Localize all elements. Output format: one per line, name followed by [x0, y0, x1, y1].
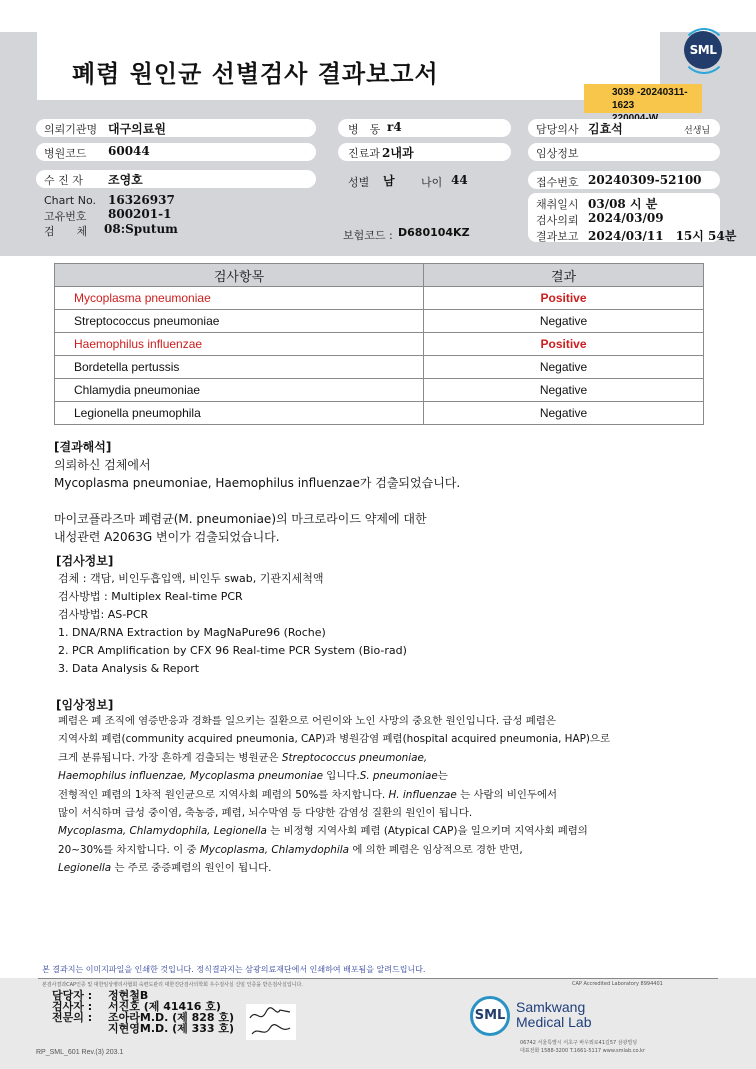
signature-icon [246, 1004, 296, 1040]
test-info-line: 3. Data Analysis & Report [58, 662, 200, 675]
patient-name-value: 조영호 [108, 173, 143, 187]
clinical-line: 20~30%를 차지합니다. 이 중 Mycoplasma, Chlamydophila 에 의한 폐렴은 임상적으로 경한 반면, [58, 843, 523, 856]
sml-footer-logo-icon: SML [470, 996, 510, 1036]
table-row [55, 356, 704, 379]
brand-line1: Samkwang [516, 999, 586, 1015]
clinical-info-body [58, 712, 610, 878]
table-header-row [55, 264, 704, 287]
ward-label: 병 동 [348, 123, 381, 136]
specimen-value: 08:Sputum [104, 222, 178, 236]
test-info-line: 2. PCR Amplification by CFX 96 Real-time PCR System (Bio-rad) [58, 644, 407, 657]
footer-cert-text: 본검사결과CAP인증 및 대한임상병리사협회 숙련도관리 대한진단검사의학회 우수검사실 신임 인증을 받은검사실입니다. [42, 982, 303, 988]
clinical-info-title: [임상정보] [56, 698, 114, 712]
result-value: Negative [424, 310, 704, 333]
signature-image [246, 1004, 296, 1040]
unique-no-label: 고유번호 [44, 210, 87, 223]
result-item-name: Bordetella pertussis [55, 356, 424, 379]
barcode-line1: 3039 -20240311-1623 [612, 87, 688, 111]
result-item-name: Legionella pneumophila [55, 402, 424, 425]
department-value: 2내과 [382, 146, 414, 160]
sex-value: 남 [383, 174, 395, 188]
interpretation-line1: 의뢰하신 검체에서 [54, 458, 151, 472]
result-item-name: Haemophilus influenzae [55, 333, 424, 356]
department-label: 진료과 [348, 147, 380, 160]
result-item-name: Mycoplasma pneumoniae [55, 287, 424, 310]
clinical-line: Haemophilus influenzae, Mycoplasma pneumoniae 입니다.S. pneumoniae는 [58, 770, 448, 783]
col-item-header: 검사항목 [55, 264, 424, 287]
interpretation-line3: 마이코플라즈마 폐렴균(M. pneumoniae)의 마크로라이드 약제에 대한 [54, 512, 427, 526]
result-value: Negative [424, 356, 704, 379]
footer-cap-text: CAP Accredited Laboratory 8994401 [572, 981, 663, 987]
sex-label: 성별 [348, 176, 370, 189]
clinical-line: 전형적인 폐렴의 1차적 원인균으로 지역사회 폐렴의 50%를 차지합니다. H. influenzae 는 사람의 비인두에서 [58, 788, 558, 801]
specimen-label: 검 체 [44, 225, 88, 238]
form-code: RP_SML_601 Rev.(3) 203.1 [36, 1049, 124, 1056]
doctor-value: 김효석 [588, 122, 623, 136]
receipt-no-value: 20240309-52100 [588, 173, 702, 187]
barcode-label [584, 84, 702, 113]
chart-no-value: 16326937 [108, 193, 175, 207]
footer-address: 06742 서울특별시 서초구 바우뫼로41길57 삼광빌딩 [520, 1040, 638, 1046]
report-value: 2024/03/11 15시 54분 [588, 229, 737, 243]
footer-note: 본 결과지는 이미지파일을 인쇄한 것입니다. 정식결과지는 삼광의료재단에서 인쇄하여 배포됨을 알려드립니다. [42, 965, 426, 974]
collection-value: 03/08 시 분 [588, 197, 658, 211]
interpretation-title: [결과해석] [54, 440, 112, 454]
staff-row: 담당자 : 정현철B [52, 989, 149, 1002]
hospital-code-value: 60044 [108, 144, 150, 158]
patient-name-label: 수 진 자 [44, 174, 83, 187]
staff-row: 검사자 : 서진호 (제 41416 호) [52, 1000, 221, 1013]
result-value: Negative [424, 402, 704, 425]
test-info-line: 검사방법 : Multiplex Real-time PCR [58, 590, 243, 603]
result-value: Negative [424, 379, 704, 402]
test-info-line: 검체 : 객담, 비인두흡입액, 비인두 swab, 기관지세척액 [58, 572, 324, 585]
test-info-line: 검사방법: AS-PCR [58, 608, 149, 621]
results-table [54, 263, 704, 425]
col-result-header: 결과 [424, 264, 704, 287]
clinical-line: 폐렴은 폐 조직에 염증반응과 경화를 일으키는 질환으로 어린이와 노인 사망의 중요한 원인입니다. 급성 폐렴은 [58, 715, 556, 727]
table-row [55, 310, 704, 333]
age-value: 44 [451, 173, 468, 187]
institution-label: 의뢰기관명 [44, 123, 98, 136]
sml-logo-icon: SML [684, 31, 722, 69]
interpretation-line2: Mycoplasma pneumoniae, Haemophilus influenzae가 검출되었습니다. [54, 476, 461, 490]
table-row [55, 287, 704, 310]
staff-row: 전문의 : 조아라M.D. (제 828 호) [52, 1011, 235, 1024]
collection-label: 채취일시 [536, 198, 579, 211]
clinical-info-label: 임상정보 [536, 147, 579, 160]
clinical-line: 많이 서식하며 급성 중이염, 축농증, 폐렴, 뇌수막염 등 다양한 감염성 질환의 원인이 됩니다. [58, 807, 473, 820]
result-item-name: Streptococcus pneumoniae [55, 310, 424, 333]
report-label: 결과보고 [536, 230, 579, 243]
clinical-line: 크게 분류됩니다. 가장 흔하게 검출되는 병원균은 Streptococcus pneumoniae, [58, 751, 428, 764]
table-row [55, 402, 704, 425]
clinical-line: Mycoplasma, Chlamydophila, Legionella 는 비정형 지역사회 폐렴 (Atypical CAP)을 일으키며 지역사회 폐렴의 [58, 825, 588, 838]
doctor-suffix: 선생님 [684, 126, 711, 136]
result-value: Positive [424, 333, 704, 356]
test-info-line: 1. DNA/RNA Extraction by MagNaPure96 (Roche) [58, 626, 326, 639]
brand-line2: Medical Lab [516, 1014, 592, 1030]
result-item-name: Chlamydia pneumoniae [55, 379, 424, 402]
brand-name [516, 1000, 592, 1030]
interpretation-line4: 내성관련 A2063G 변이가 검출되었습니다. [54, 530, 280, 544]
clinical-line: 지역사회 폐렴(community acquired pneumonia, CAP)과 병원감염 폐렴(hospital acquired pneumonia, HAP)으로 [58, 733, 610, 746]
report-title: 폐렴 원인균 선별검사 결과보고서 [72, 60, 439, 88]
result-value: Positive [424, 287, 704, 310]
insurance-label: 보험코드 : [343, 229, 393, 242]
staff-row: 지현영M.D. (제 333 호) [108, 1022, 235, 1035]
header-top-strip [0, 0, 756, 32]
chart-no-label: Chart No. [44, 194, 96, 207]
test-info-body [58, 570, 407, 678]
ward-value: r4 [387, 120, 402, 134]
request-value: 2024/03/09 [588, 211, 664, 225]
table-row [55, 379, 704, 402]
test-info-title: [검사정보] [56, 554, 114, 568]
insurance-value: D680104KZ [398, 226, 470, 239]
doctor-label: 담당의사 [536, 123, 579, 136]
staff-list [52, 990, 234, 1034]
institution-value: 대구의료원 [108, 122, 166, 136]
hospital-code-label: 병원코드 [44, 147, 87, 160]
unique-no-value: 800201-1 [108, 207, 172, 221]
clinical-line: Legionella 는 주로 중증폐렴의 원인이 됩니다. [58, 862, 272, 875]
request-label: 검사의뢰 [536, 214, 579, 227]
receipt-no-label: 접수번호 [536, 176, 579, 189]
age-label: 나이 [421, 176, 443, 189]
footer-phone: 대표전화 1588-3200 T.1661-5117 www.smlab.co.kr [520, 1048, 645, 1054]
interpretation-section [54, 438, 460, 546]
table-row [55, 333, 704, 356]
footer-divider [38, 978, 718, 979]
